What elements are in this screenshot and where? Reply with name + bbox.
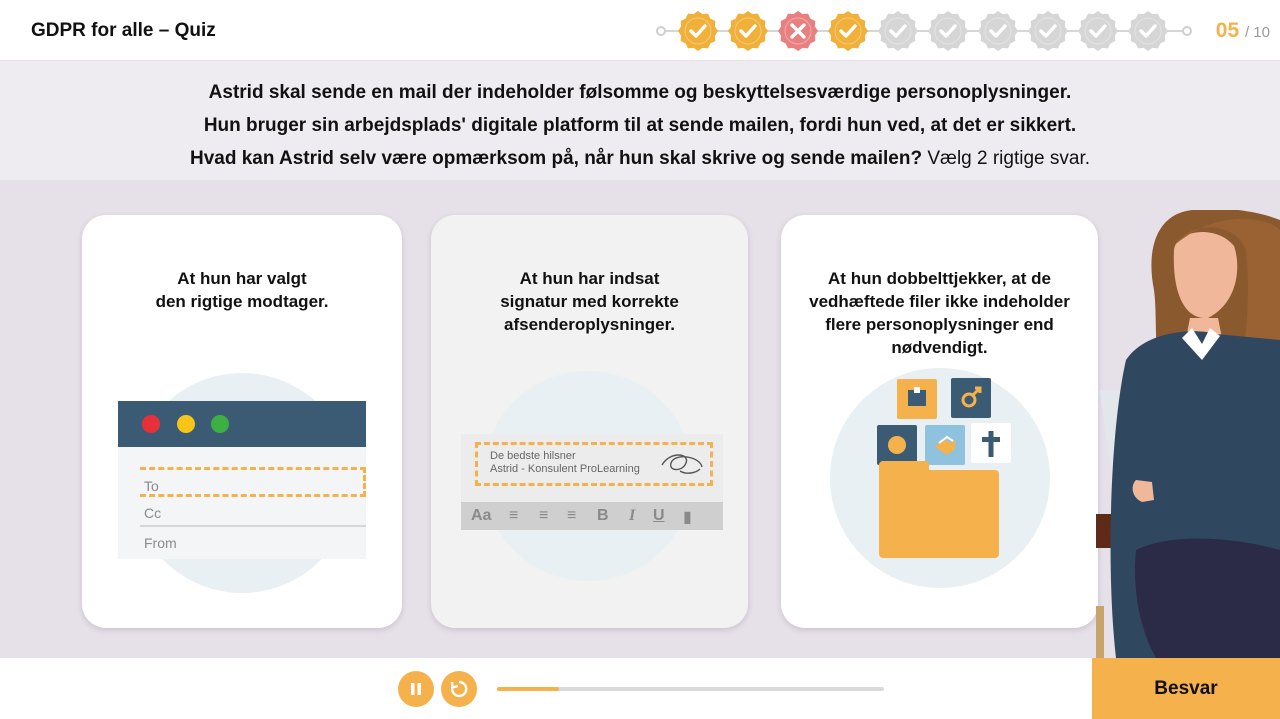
bold-icon: B [597,507,609,524]
italic-icon: I [629,507,636,524]
close-dot-icon [142,415,160,433]
question-line-1: Astrid skal sende en mail der indeholder følsomme og beskyttelsesværdige personoplysninger. [208,82,1072,103]
progress-step-2-correct-icon [727,10,769,52]
mail-to-field: To [140,467,366,497]
signature-greeting: De bedste hilsner [490,450,576,462]
minimize-dot-icon [177,415,195,433]
mail-cc-field: Cc [140,497,366,527]
underline-icon: U [653,507,665,524]
question-line-3 [0,142,1280,175]
align-right-icon: ≡ [567,507,577,524]
trash-icon: ▮ [683,509,692,526]
replay-icon [449,679,469,699]
option-2-line-1: At hun har indsat [519,269,660,288]
editor-toolbar [461,502,723,530]
question-line-3-text: Hvad kan Astrid selv være opmærksom på, når hun skal skrive og sende mailen? [189,148,923,169]
option-2-line-2: signatur med korrekte [500,292,679,311]
align-center-icon: ≡ [539,507,549,524]
answer-option-1-text [82,267,402,313]
progress-start-dot [656,26,666,36]
progress-step-4-correct-icon [827,10,869,52]
mail-window-illustration [118,401,366,559]
quiz-header [0,0,1280,61]
progress-step-9-pending-icon [1077,10,1119,52]
health-tile-icon [877,425,917,465]
progress-end-dot [1182,26,1192,36]
question-line-2: Hun bruger sin arbejdsplads' digitale platform til at sende mailen, fordi hun ved, at det er sikkert. [203,115,1077,136]
answer-option-3[interactable] [781,215,1098,628]
progress-step-10-pending-icon [1127,10,1169,52]
replay-button[interactable] [441,671,477,707]
mail-from-field: From [144,535,177,551]
option-3-line-2: vedhæftede filer ikke indeholder [809,292,1070,311]
question-text [0,61,1280,180]
option-2-line-3: afsenderoplysninger. [504,315,675,334]
astrid-illustration [1096,210,1280,658]
media-progress-fill [497,687,559,691]
religion-tile-icon [971,423,1011,463]
signature-block [475,442,713,486]
progress-step-7-pending-icon [977,10,1019,52]
window-titlebar [118,401,366,447]
folder-icon [879,470,999,558]
document-tile-icon [897,379,937,419]
answer-option-1[interactable] [82,215,402,628]
align-left-icon: ≡ [509,507,519,524]
option-1-line-2: den rigtige modtager. [155,292,329,311]
answer-option-3-text [781,267,1098,359]
submit-button[interactable]: Besvar [1092,658,1280,719]
option-1-line-1: At hun har valgt [177,269,307,288]
answer-option-2-text [431,267,748,336]
signature-illustration [461,434,723,530]
question-hint: Vælg 2 rigtige svar. [922,148,1091,169]
progress-step-3-wrong-icon [777,10,819,52]
signature-name: Astrid - Konsulent ProLearning [490,463,640,475]
handshake-tile-icon [925,425,965,465]
current-question-number: 05 [1215,19,1240,42]
progress-step-1-correct-icon [677,10,719,52]
gender-tile-icon [951,378,991,418]
app-title: GDPR for alle – Quiz [31,20,216,41]
total-questions: / 10 [1244,24,1270,41]
option-3-line-3: flere personoplysninger end [825,315,1054,334]
answer-stage [0,180,1280,658]
media-progress-bar[interactable] [497,687,884,691]
player-footer [0,658,1280,719]
quiz-progress-track [656,8,1192,54]
option-3-line-4: nødvendigt. [891,338,988,357]
progress-step-5-pending-icon [877,10,919,52]
pause-icon [408,681,424,697]
option-3-line-1: At hun dobbelttjekker, at de [828,269,1051,288]
answer-option-2[interactable] [431,215,748,628]
question-counter [1216,19,1270,43]
progress-step-6-pending-icon [927,10,969,52]
progress-step-8-pending-icon [1027,10,1069,52]
maximize-dot-icon [211,415,229,433]
pause-button[interactable] [398,671,434,707]
font-size-label: Aa [471,507,492,524]
signature-scribble-icon [660,449,704,479]
